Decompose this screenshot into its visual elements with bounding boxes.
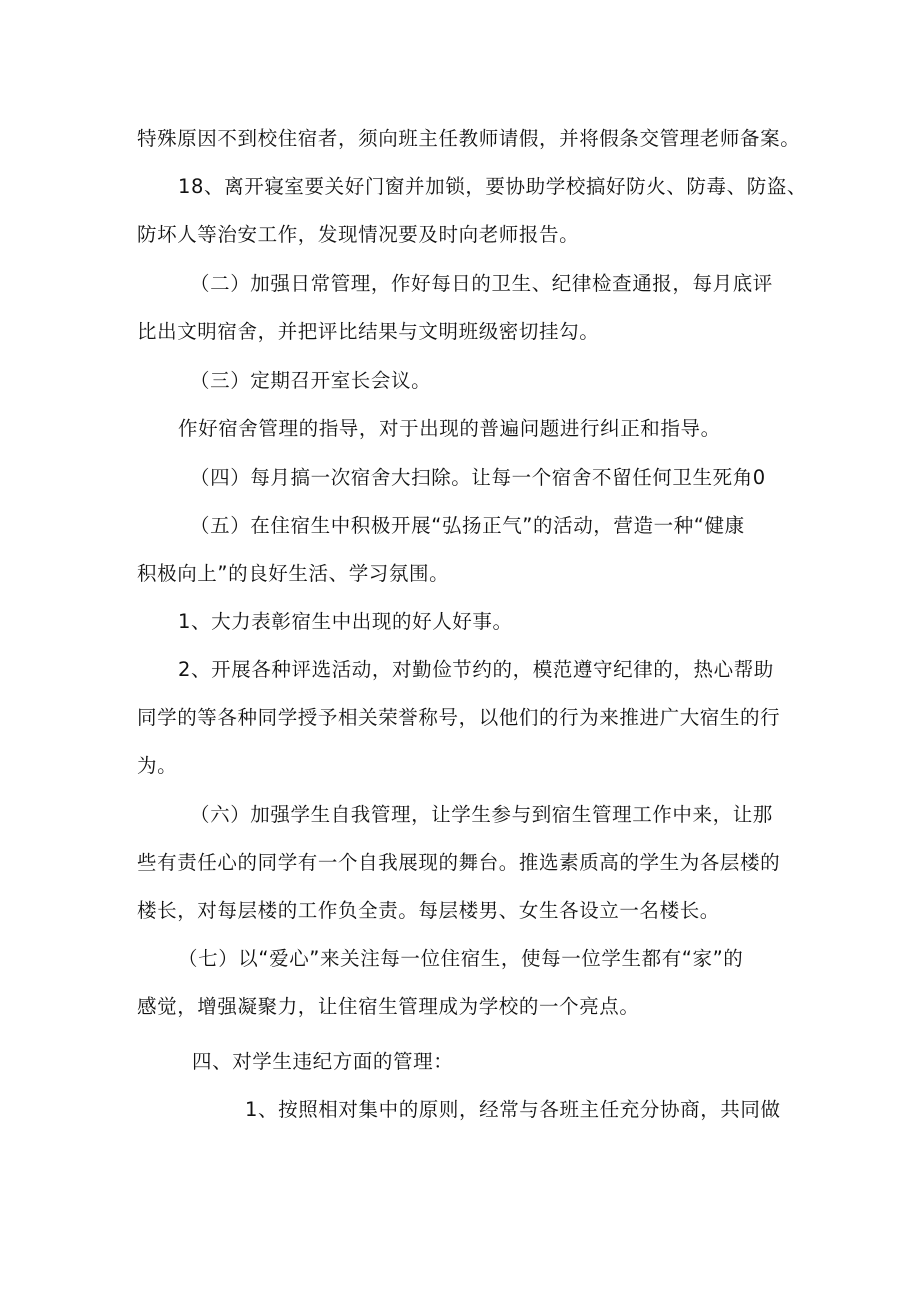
- paragraph-line: 为。: [137, 754, 178, 777]
- paragraph-line: 感觉，增强凝聚力，让住宿生管理成为学校的一个亮点。: [137, 995, 640, 1018]
- paragraph-line: 特殊原因不到校住宿者，须向班主任教师请假，并将假条交管理老师备案。: [137, 127, 801, 150]
- paragraph-line: （四）每月搞一次宿舍大扫除。让每一个宿舍不留任何卫生死角0: [190, 466, 766, 489]
- section-heading: 四、对学生违纪方面的管理：: [192, 1050, 454, 1073]
- paragraph-line: （三）定期召开室长会议。: [190, 369, 432, 392]
- paragraph-line: 2、开展各种评选活动，对勤俭节约的，模范遵守纪律的，热心帮助: [178, 658, 774, 681]
- paragraph-line: （二）加强日常管理，作好每日的卫生、纪律检查通报，每月底评: [190, 272, 773, 295]
- paragraph-line: 1、按照相对集中的原则，经常与各班主任充分协商，共同做: [245, 1098, 781, 1121]
- paragraph-line: （七）以“爱心”来关注每一位住宿生，使每一位学生都有“家”的: [178, 947, 744, 970]
- paragraph-line: 楼长，对每层楼的工作负全责。每层楼男、女生各设立一名楼长。: [137, 899, 720, 922]
- paragraph-line: 同学的等各种同学授予相关荣誉称号，以他们的行为来推进广大宿生的行: [137, 706, 781, 729]
- paragraph-line: 比出文明宿舍，并把评比结果与文明班级密切挂勾。: [137, 320, 600, 343]
- paragraph-line: （五）在住宿生中积极开展“弘扬正气”的活动，营造一种“健康: [190, 514, 745, 537]
- paragraph-line: 些有责任心的同学有一个自我展现的舞台。推选素质高的学生为各层楼的: [137, 851, 781, 874]
- paragraph-line: 1、大力表彰宿生中出现的好人好事。: [178, 610, 513, 633]
- paragraph-line: （六）加强学生自我管理，让学生参与到宿生管理工作中来，让那: [190, 803, 773, 826]
- paragraph-line: 积极向上”的良好生活、学习氛围。: [137, 562, 450, 585]
- paragraph-line: 防坏人等治安工作，发现情况要及时向老师报告。: [137, 223, 580, 246]
- paragraph-line: 作好宿舍管理的指导，对于出现的普遍问题进行纠正和指导。: [178, 417, 721, 440]
- paragraph-line: 18、离开寝室要关好门窗并加锁，要协助学校搞好防火、防毒、防盗、: [178, 175, 808, 198]
